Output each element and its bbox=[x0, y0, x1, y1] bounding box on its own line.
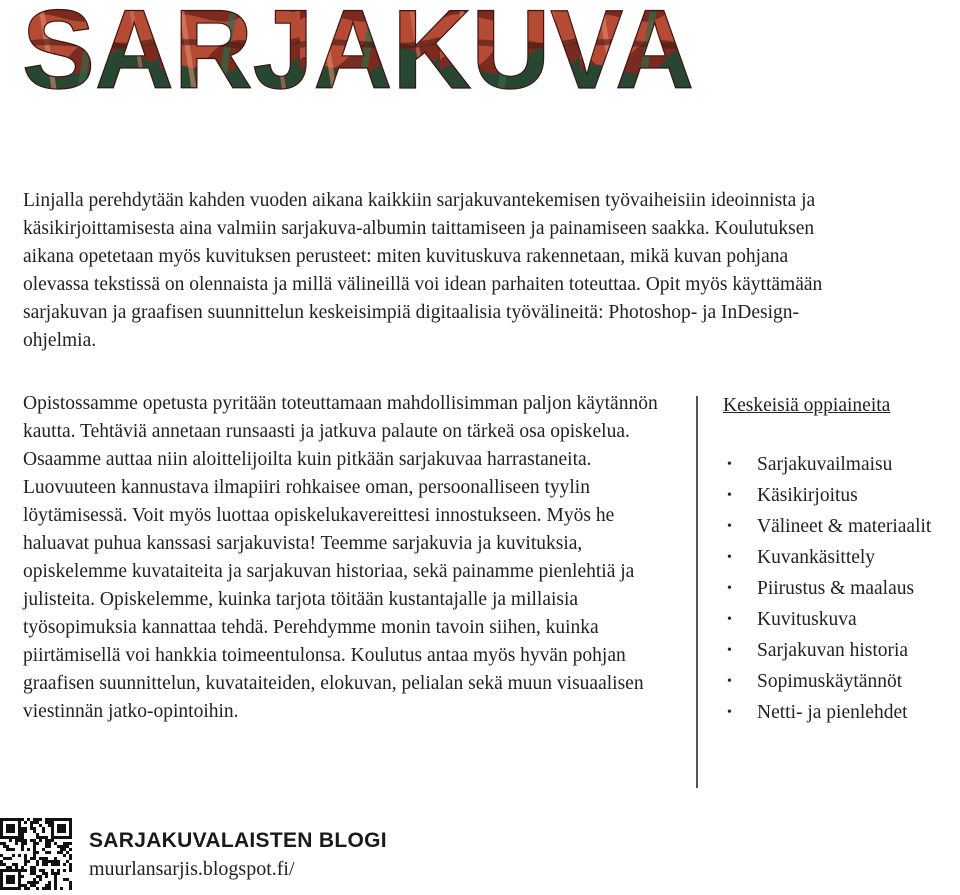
list-item bbox=[723, 697, 960, 728]
list-item-label: Välineet & materiaalit bbox=[757, 516, 932, 537]
bullet-icon: • bbox=[727, 488, 732, 503]
list-item-label: Piirustus & maalaus bbox=[757, 578, 915, 599]
bullet-icon: • bbox=[727, 674, 732, 689]
list-item bbox=[723, 666, 960, 697]
list-item-label: Sarjakuvan historia bbox=[757, 640, 909, 661]
blog-title: SARJAKUVALAISTEN BLOGI bbox=[89, 829, 387, 852]
intro-paragraph: Linjalla perehdytään kahden vuoden aikana kaikkiin sarjakuvantekemisen työvaiheisiin ideoinnista ja käsikirjoittamisesta aina valmiin sarjakuva-albumin taittamiseen ja painamiseen saakka. Koulutuksen aikana opetetaan myös kuvituksen perusteet: miten kuvituskuva rakennetaan, mikä kuvan pohjana olevassa tekstissä on olennaista ja millä välineillä voi idean parhaiten toteuttaa. Opit myös käyttämään sarjakuvan ja graafisen suunnittelun keskeisimpiä digitaalisia työvälineitä: Photoshop- ja InDesign- ohjelmia. bbox=[23, 190, 823, 351]
subjects-list bbox=[723, 449, 960, 728]
list-item-label: Sarjakuvailmaisu bbox=[757, 454, 893, 475]
bullet-icon: • bbox=[727, 705, 732, 720]
list-item bbox=[723, 480, 960, 511]
list-item bbox=[723, 604, 960, 635]
list-item-label: Kuvituskuva bbox=[757, 609, 857, 630]
bullet-icon: • bbox=[727, 457, 732, 472]
bullet-icon: • bbox=[727, 550, 732, 565]
qr-code-icon[interactable] bbox=[0, 818, 72, 895]
list-item bbox=[723, 635, 960, 666]
list-item bbox=[723, 573, 960, 604]
bullet-icon: • bbox=[727, 519, 732, 534]
header-title bbox=[20, 0, 700, 95]
list-item-label: Sopimuskäytännöt bbox=[757, 671, 903, 692]
subjects-heading: Keskeisiä oppiaineita bbox=[723, 395, 891, 416]
title-text: SARJAKUVA bbox=[22, 0, 694, 95]
bullet-icon: • bbox=[727, 612, 732, 627]
bullet-icon: • bbox=[727, 643, 732, 658]
bullet-icon: • bbox=[727, 581, 732, 596]
list-item-label: Kuvankäsittely bbox=[757, 547, 876, 568]
list-item bbox=[723, 542, 960, 573]
title-art bbox=[20, 0, 700, 95]
list-item-label: Netti- ja pienlehdet bbox=[757, 702, 908, 723]
list-item-label: Käsikirjoitus bbox=[757, 485, 858, 506]
blog-link[interactable]: muurlansarjis.blogspot.fi/ bbox=[89, 858, 295, 880]
body-paragraph: Opistossamme opetusta pyritään toteuttamaan mahdollisimman paljon käytännön kautta. Tehtäviä annetaan runsaasti ja jatkuva palaute on tärkeä osa opiskelua. Osaamme auttaa niin aloittelijoilta kuin pitkään sarjakuvaa harrastaneita. Luovuuteen kannustava ilmapiiri rohkaisee oman, persoonalliseen tyylin löytämisessä. Voit myös luottaa opiskelukavereittesi innostukseen. Myös he haluavat puhua kanssasi sarjakuvista! Teemme sarjakuvia ja kuvituksia, opiskelemme kuvataiteita ja sarjakuvan historiaa, sekä painamme pienlehtiä ja julisteita. Opiskelemme, kuinka tarjota töitään kustantajalle ja millaisia työsopimuksia kannattaa tehdä. Perehdymme monin tavoin siihen, kuinka piirtämisellä voi hankkia toimeentulonsa. Koulutus antaa myös hyvän pohjan graafisen suunnittelun, kuvataiteiden, elokuvan, pelialan sekä muun visuaalisen viestinnän jatko-opintoihin. bbox=[23, 393, 658, 722]
column-divider bbox=[696, 396, 698, 788]
list-item bbox=[723, 449, 960, 480]
qr-code-graphic bbox=[0, 818, 72, 890]
list-item bbox=[723, 511, 960, 542]
